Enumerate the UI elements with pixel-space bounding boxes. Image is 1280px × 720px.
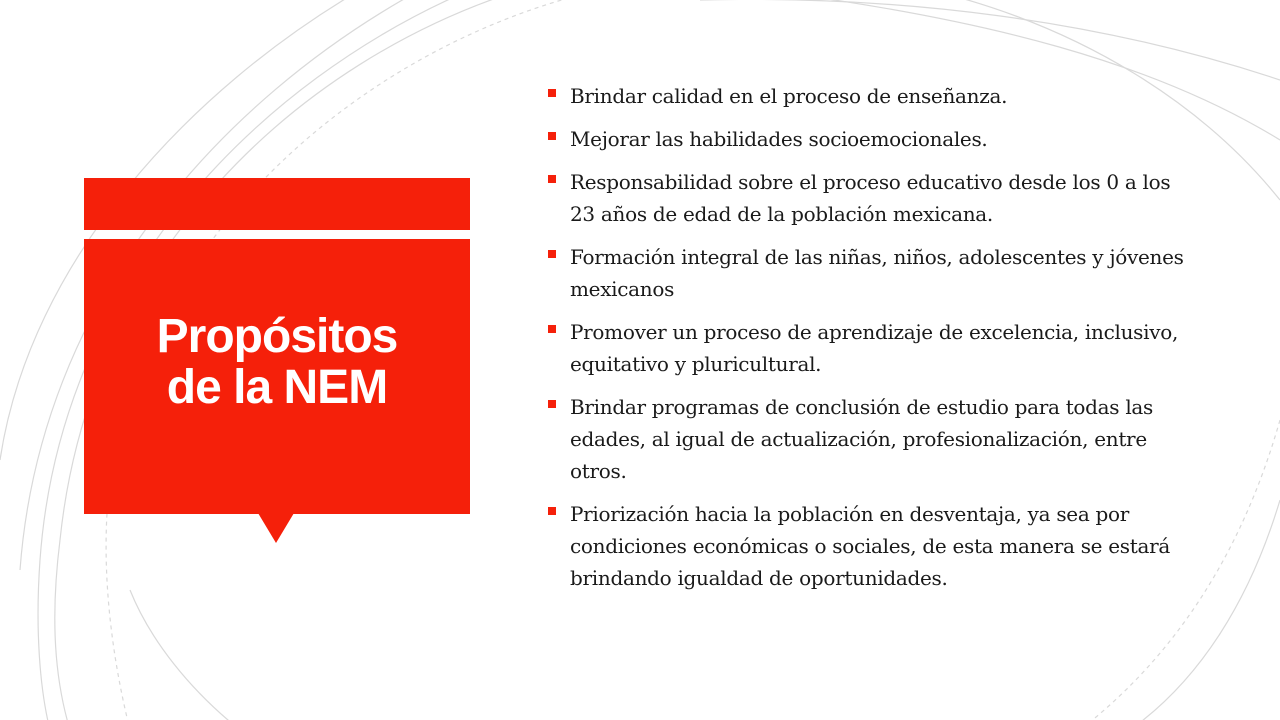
square-bullet-icon <box>548 175 556 183</box>
square-bullet-icon <box>548 400 556 408</box>
bullet-item <box>548 123 1198 155</box>
title-pointer-arrow <box>258 513 294 543</box>
bullet-item <box>548 316 1198 380</box>
square-bullet-icon <box>548 250 556 258</box>
bullet-item <box>548 391 1198 487</box>
square-bullet-icon <box>548 132 556 140</box>
bullet-item <box>548 166 1198 230</box>
bullet-list <box>548 80 1198 605</box>
bullet-text: Mejorar las habilidades socioemocionales. <box>570 127 988 151</box>
square-bullet-icon <box>548 507 556 515</box>
slide-title-line-2: de la NEM <box>166 360 388 414</box>
bullet-text: Brindar calidad en el proceso de enseñanza. <box>570 84 1008 108</box>
bullet-text: Responsabilidad sobre el proceso educativo desde los 0 a los 23 años de edad de la población mexicana. <box>570 170 1171 226</box>
accent-strip <box>84 178 470 230</box>
bullet-item <box>548 498 1198 594</box>
bullet-text: Priorización hacia la población en desventaja, ya sea por condiciones económicas o sociales, de esta manera se estará brindando igualdad de oportunidades. <box>570 502 1171 590</box>
title-box <box>84 239 470 514</box>
slide-title <box>156 309 398 414</box>
bullet-item <box>548 241 1198 305</box>
square-bullet-icon <box>548 89 556 97</box>
bullet-item <box>548 80 1198 112</box>
bullet-text: Formación integral de las niñas, niños, adolescentes y jóvenes mexicanos <box>570 245 1184 301</box>
slide-title-line-1: Propósitos <box>156 309 398 363</box>
square-bullet-icon <box>548 325 556 333</box>
bullet-text: Brindar programas de conclusión de estudio para todas las edades, al igual de actualización, profesionalización, entre otros. <box>570 395 1154 483</box>
bullet-text: Promover un proceso de aprendizaje de excelencia, inclusivo, equitativo y pluricultural. <box>570 320 1179 376</box>
